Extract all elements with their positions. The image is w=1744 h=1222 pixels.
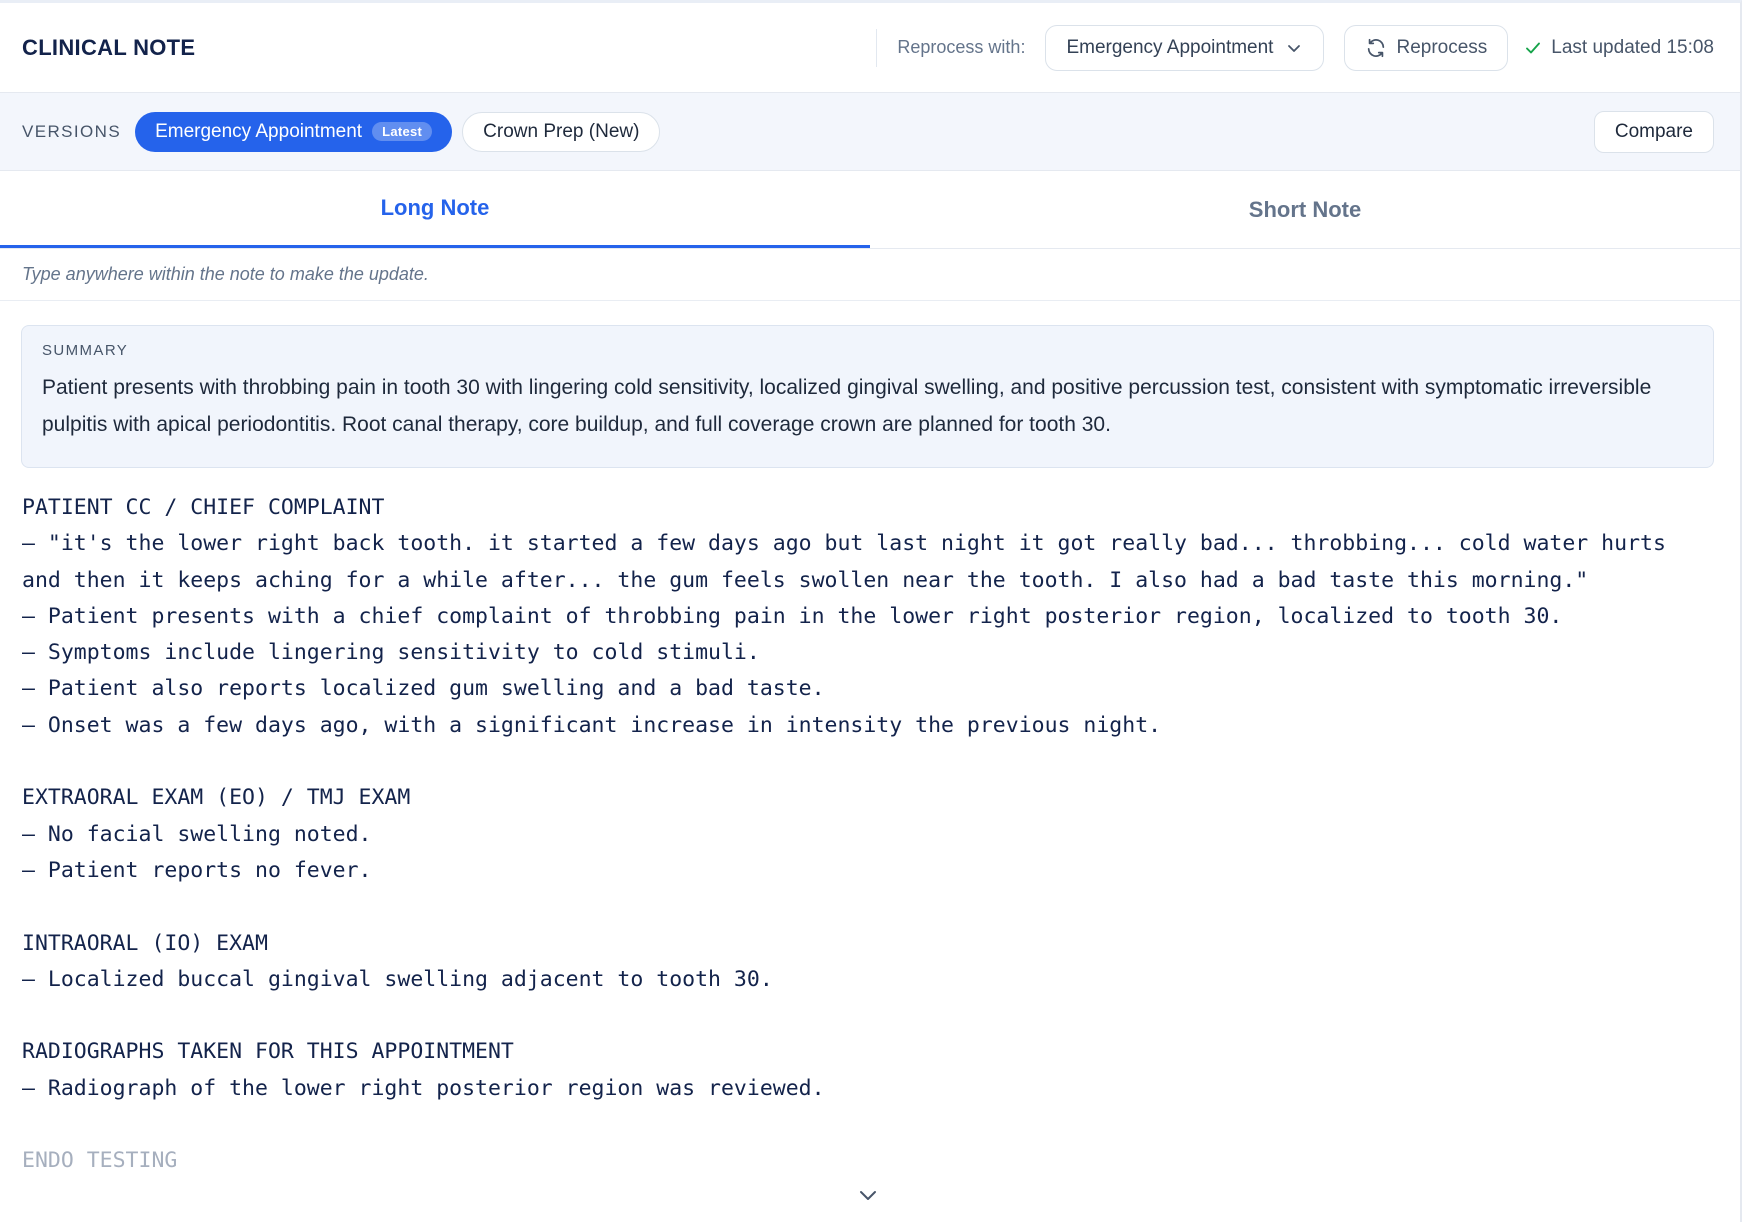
note-section	[22, 1143, 1714, 1179]
summary-card	[21, 325, 1714, 468]
note-line: – Patient also reports localized gum swelling and a bad taste.	[22, 676, 825, 702]
summary-label: SUMMARY	[42, 342, 129, 359]
template-dropdown-value: Emergency Appointment	[1066, 36, 1274, 58]
version-chip-label: Emergency Appointment	[155, 120, 363, 142]
versions-label: VERSIONS	[22, 121, 122, 141]
summary-text[interactable]: Patient presents with throbbing pain in tooth 30 with lingering cold sensitivity, localized gingival swelling, and positive percussion test, consistent with symptomatic irreversible pulpitis with apical periodontitis. Root canal therapy, core buildup, and full coverage crown are planned for tooth 30.	[42, 376, 1652, 436]
refresh-icon	[1365, 37, 1387, 59]
note-line: – No facial swelling noted.	[22, 821, 372, 847]
tab-short-note[interactable]: Short Note	[1248, 196, 1362, 222]
note-section	[22, 780, 1714, 889]
note-editor[interactable]	[0, 468, 1740, 1180]
note-line: – Radiograph of the lower right posterior region was reviewed.	[22, 1075, 825, 1101]
check-icon	[1524, 39, 1542, 57]
note-section-title: EXTRAORAL EXAM (EO) / TMJ EXAM	[22, 785, 411, 811]
last-updated-status	[1524, 37, 1714, 59]
last-updated-text: Last updated 15:08	[1551, 36, 1714, 58]
header-actions	[876, 3, 1714, 92]
note-line: – Patient presents with a chief complaint of throbbing pain in the lower right posterior region, localized to tooth 30.	[22, 603, 1563, 629]
template-dropdown[interactable]	[1045, 25, 1324, 71]
page-title: CLINICAL NOTE	[22, 34, 196, 60]
note-tabs	[0, 171, 1740, 249]
note-line: – "it's the lower right back tooth. it started a few days ago but last night it got really bad... throbbing... cold water hurts and then it keeps aching for a while after... the gum feels swollen near the tooth. I also had a bad taste this morning."	[22, 531, 1679, 593]
note-line: – Symptoms include lingering sensitivity to cold stimuli.	[22, 640, 760, 666]
note-section-title: INTRAORAL (IO) EXAM	[22, 930, 268, 956]
note-line: – Patient reports no fever.	[22, 857, 372, 883]
edit-hint: Type anywhere within the note to make the update.	[0, 249, 1740, 301]
compare-button[interactable]: Compare	[1594, 111, 1714, 153]
version-chip-emergency-appointment[interactable]	[135, 112, 452, 152]
note-section-title: ENDO TESTING	[22, 1148, 178, 1174]
versions-bar	[0, 93, 1740, 171]
reprocess-button-label: Reprocess	[1396, 36, 1488, 58]
chevron-down-icon[interactable]	[857, 1184, 879, 1206]
note-section-title: PATIENT CC / CHIEF COMPLAINT	[22, 495, 385, 520]
reprocess-label: Reprocess with:	[897, 37, 1026, 57]
latest-badge: Latest	[372, 122, 432, 141]
chevron-down-icon	[1287, 41, 1301, 55]
note-section	[22, 926, 1714, 999]
version-chip-crown-prep[interactable]	[462, 112, 660, 152]
note-section	[22, 1034, 1714, 1107]
note-section	[22, 490, 1714, 744]
note-line: – Onset was a few days ago, with a significant increase in intensity the previous night.	[22, 712, 1162, 738]
header-divider	[876, 29, 877, 67]
version-chip-label: Crown Prep (New)	[483, 120, 640, 142]
note-section-title: RADIOGRAPHS TAKEN FOR THIS APPOINTMENT	[22, 1039, 514, 1065]
tab-long-note[interactable]: Long Note	[0, 171, 870, 248]
header-bar	[0, 3, 1740, 93]
note-line: – Localized buccal gingival swelling adjacent to tooth 30.	[22, 966, 773, 992]
reprocess-button[interactable]	[1344, 25, 1508, 71]
